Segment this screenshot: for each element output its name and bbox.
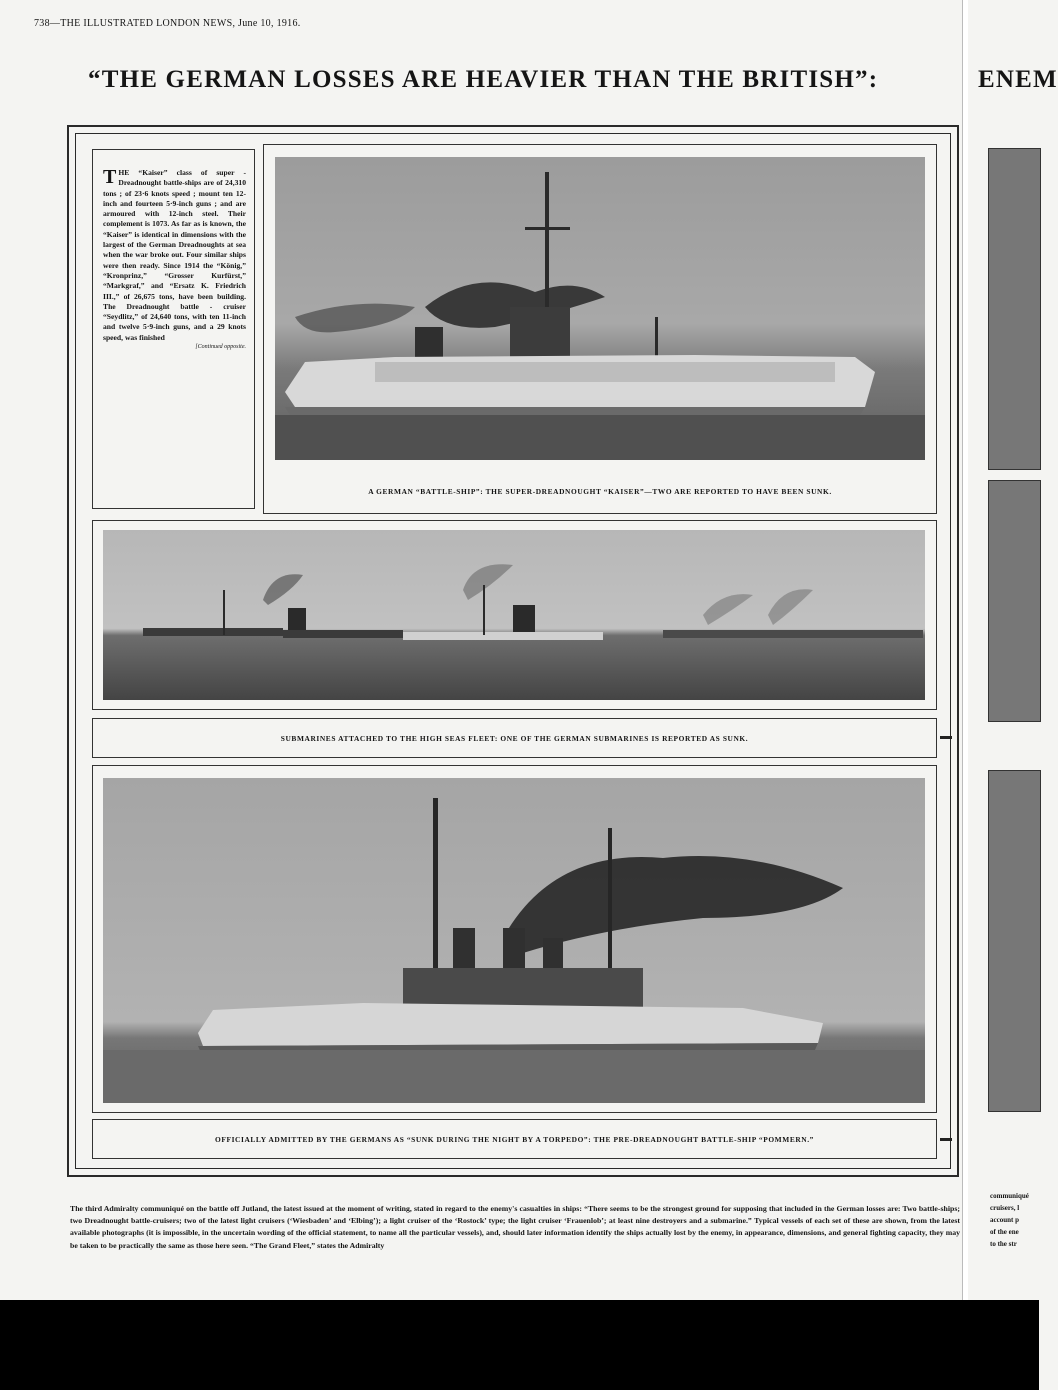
sidebar-body bbox=[103, 168, 246, 343]
next-page-line: of the ene bbox=[990, 1228, 1019, 1236]
next-page-line: cruisers, l bbox=[990, 1204, 1020, 1212]
next-page-text bbox=[990, 1190, 1039, 1250]
kaiser-caption: A GERMAN “BATTLE-SHIP”: THE SUPER-DREADNOUGHT “KAISER”—TWO ARE REPORTED TO HAVE BEEN SUNK. bbox=[368, 486, 832, 496]
next-page-line: to the str bbox=[990, 1240, 1017, 1248]
submarines-photo bbox=[103, 530, 925, 700]
next-page-line: communiqué bbox=[990, 1192, 1029, 1200]
submarines-illustration bbox=[103, 530, 925, 700]
kaiser-caption-box bbox=[263, 474, 937, 508]
sidebar-text: HE “Kaiser” class of super - Dreadnought battle-ships are of 24,310 tons ; of 23·6 knots speed ; mount ten 12-inch and fourteen 5·9-inch guns ; and are armoured with 12-inch steel. Their complement is 1073. As far as is known, the “Kaiser” is identical in dimensions with the largest of the German Dreadnoughts at sea when the war broke out. Four similar ships were then ready. Since 1914 the “König,” “Kronprinz,” “Grosser Kurfürst,” “Markgraf,” and “Ersatz K. Friedrich III.,” of 26,675 tons, have been building. The Dreadnought battle - cruiser “Seydlitz,” of 24,640 tons, with ten 11-inch and twelve 5·9-inch guns, and a 29 knots speed, was finished bbox=[103, 168, 246, 342]
next-page-photo bbox=[988, 770, 1041, 1112]
dropcap: T bbox=[103, 166, 117, 188]
pommern-photo bbox=[103, 778, 925, 1103]
continued-note: [Continued opposite. bbox=[195, 344, 246, 351]
next-page-line: account p bbox=[990, 1216, 1019, 1224]
next-page-photo bbox=[988, 480, 1041, 722]
next-page-photo bbox=[988, 148, 1041, 470]
bottom-dark-bar bbox=[0, 1300, 1039, 1390]
kaiser-photo bbox=[275, 157, 925, 460]
submarines-caption: SUBMARINES ATTACHED TO THE HIGH SEAS FLEET: ONE OF THE GERMAN SUBMARINES IS REPORTED AS SUNK. bbox=[280, 733, 749, 743]
frame-tick bbox=[940, 1138, 952, 1141]
next-page-strip bbox=[968, 120, 1039, 1300]
pommern-ship-illustration bbox=[103, 778, 925, 1103]
sidebar-textbox bbox=[92, 149, 255, 509]
pommern-caption: OFFICIALLY ADMITTED BY THE GERMANS AS “SUNK DURING THE NIGHT BY A TORPEDO”: THE PRE-DREADNOUGHT BATTLE-SHIP “POMMERN.” bbox=[215, 1134, 814, 1144]
page-headline: “THE GERMAN LOSSES ARE HEAVIER THAN THE BRITISH”: bbox=[88, 66, 879, 93]
headline-continued: ENEM bbox=[978, 66, 1058, 93]
submarines-caption-box bbox=[92, 718, 937, 758]
kaiser-ship-illustration bbox=[275, 157, 925, 460]
page-folio: 738—THE ILLUSTRATED LONDON NEWS, June 10, 1916. bbox=[34, 18, 301, 29]
frame-tick bbox=[940, 736, 952, 739]
article-body: The third Admiralty communiqué on the battle off Jutland, the latest issued at the moment of writing, stated in regard to the enemy's casualties in ships: “There seems to be the strongest ground for supposing that included in the German losses are: Two battle-ships; two Dreadnought battle-cruisers; two of the latest light cruisers (‘Wiesbaden’ and ‘Elbing’); a light cruiser of the ‘Rostock’ type; the light cruiser ‘Frauenlob’; at least nine destroyers and a submarine.” Typical vessels of each set of these are shown, from the latest available photographs (it is impossible, in the uncertain wording of the official statement, to name all the particular vessels), and, should later information identify the ships actually lost by the enemy, in appearance, dimensions, and general fighting capacity, they may be taken to be practically the same as those here seen. “The Grand Fleet,” states the Admiralty bbox=[70, 1204, 960, 1250]
pommern-caption-box bbox=[92, 1119, 937, 1159]
